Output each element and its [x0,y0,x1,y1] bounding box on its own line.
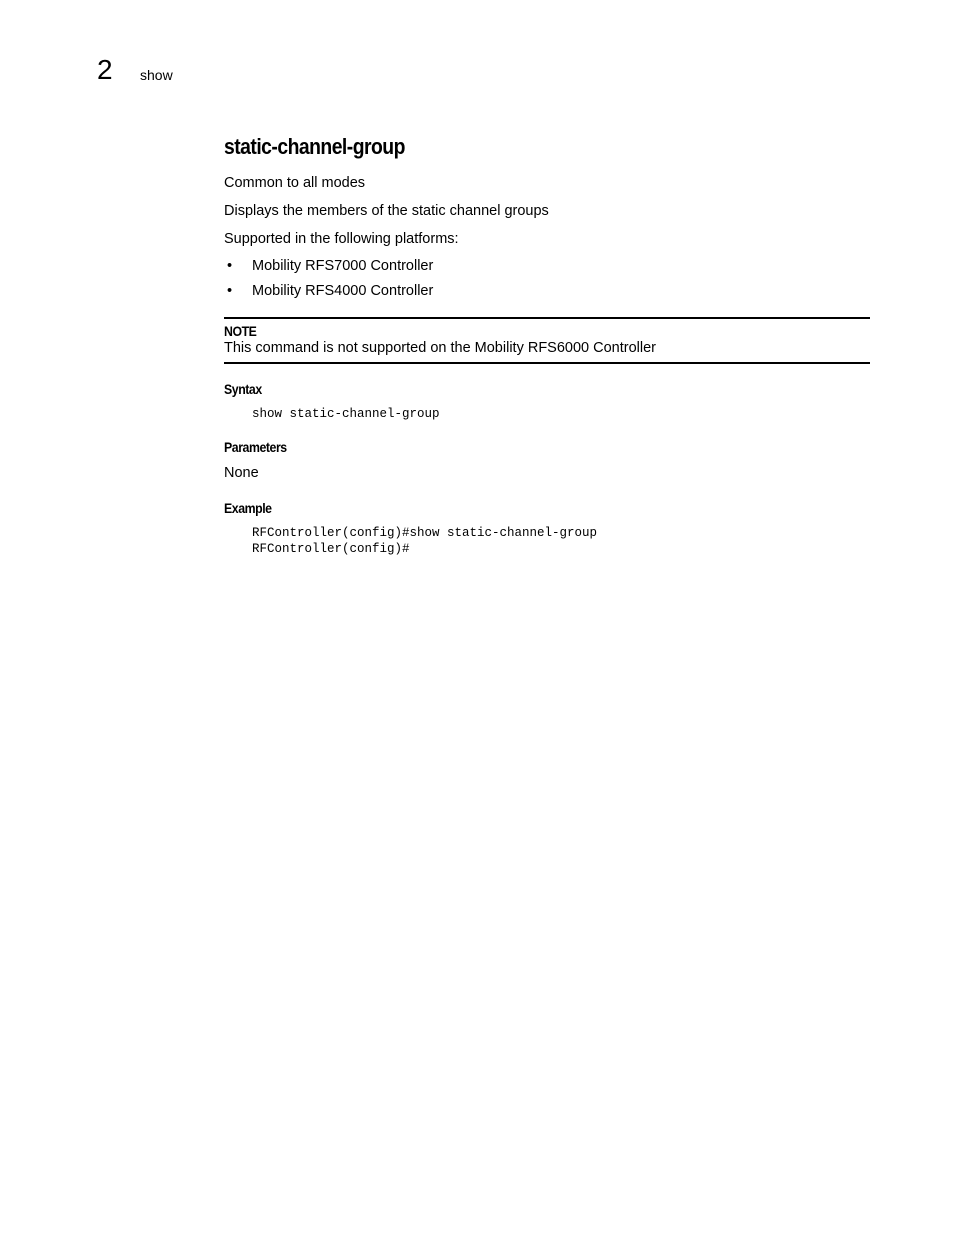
command-title: static-channel-group [224,134,405,159]
example-code-line: RFController(config)#show static-channel-group [252,526,598,540]
note-text: This command is not supported on the Mobility RFS6000 Controller [224,340,656,356]
parameters-heading: Parameters [224,439,287,455]
bullet-icon: • [227,258,233,274]
platform-name: Mobility RFS7000 Controller [252,258,434,274]
command-mode: Common to all modes [224,175,366,191]
note-label: NOTE [224,323,257,339]
syntax-code: show static-channel-group [252,407,440,421]
chapter-name: show [140,67,173,83]
example-code-line: RFController(config)# [252,542,410,556]
bullet-icon: • [227,283,233,299]
platforms-intro: Supported in the following platforms: [224,231,459,247]
command-description: Displays the members of the static channel groups [224,203,549,219]
parameters-value: None [224,465,259,481]
chapter-number: 2 [97,54,113,85]
platform-name: Mobility RFS4000 Controller [252,283,434,299]
example-heading: Example [224,500,272,516]
syntax-heading: Syntax [224,381,262,397]
note-box [224,317,870,364]
